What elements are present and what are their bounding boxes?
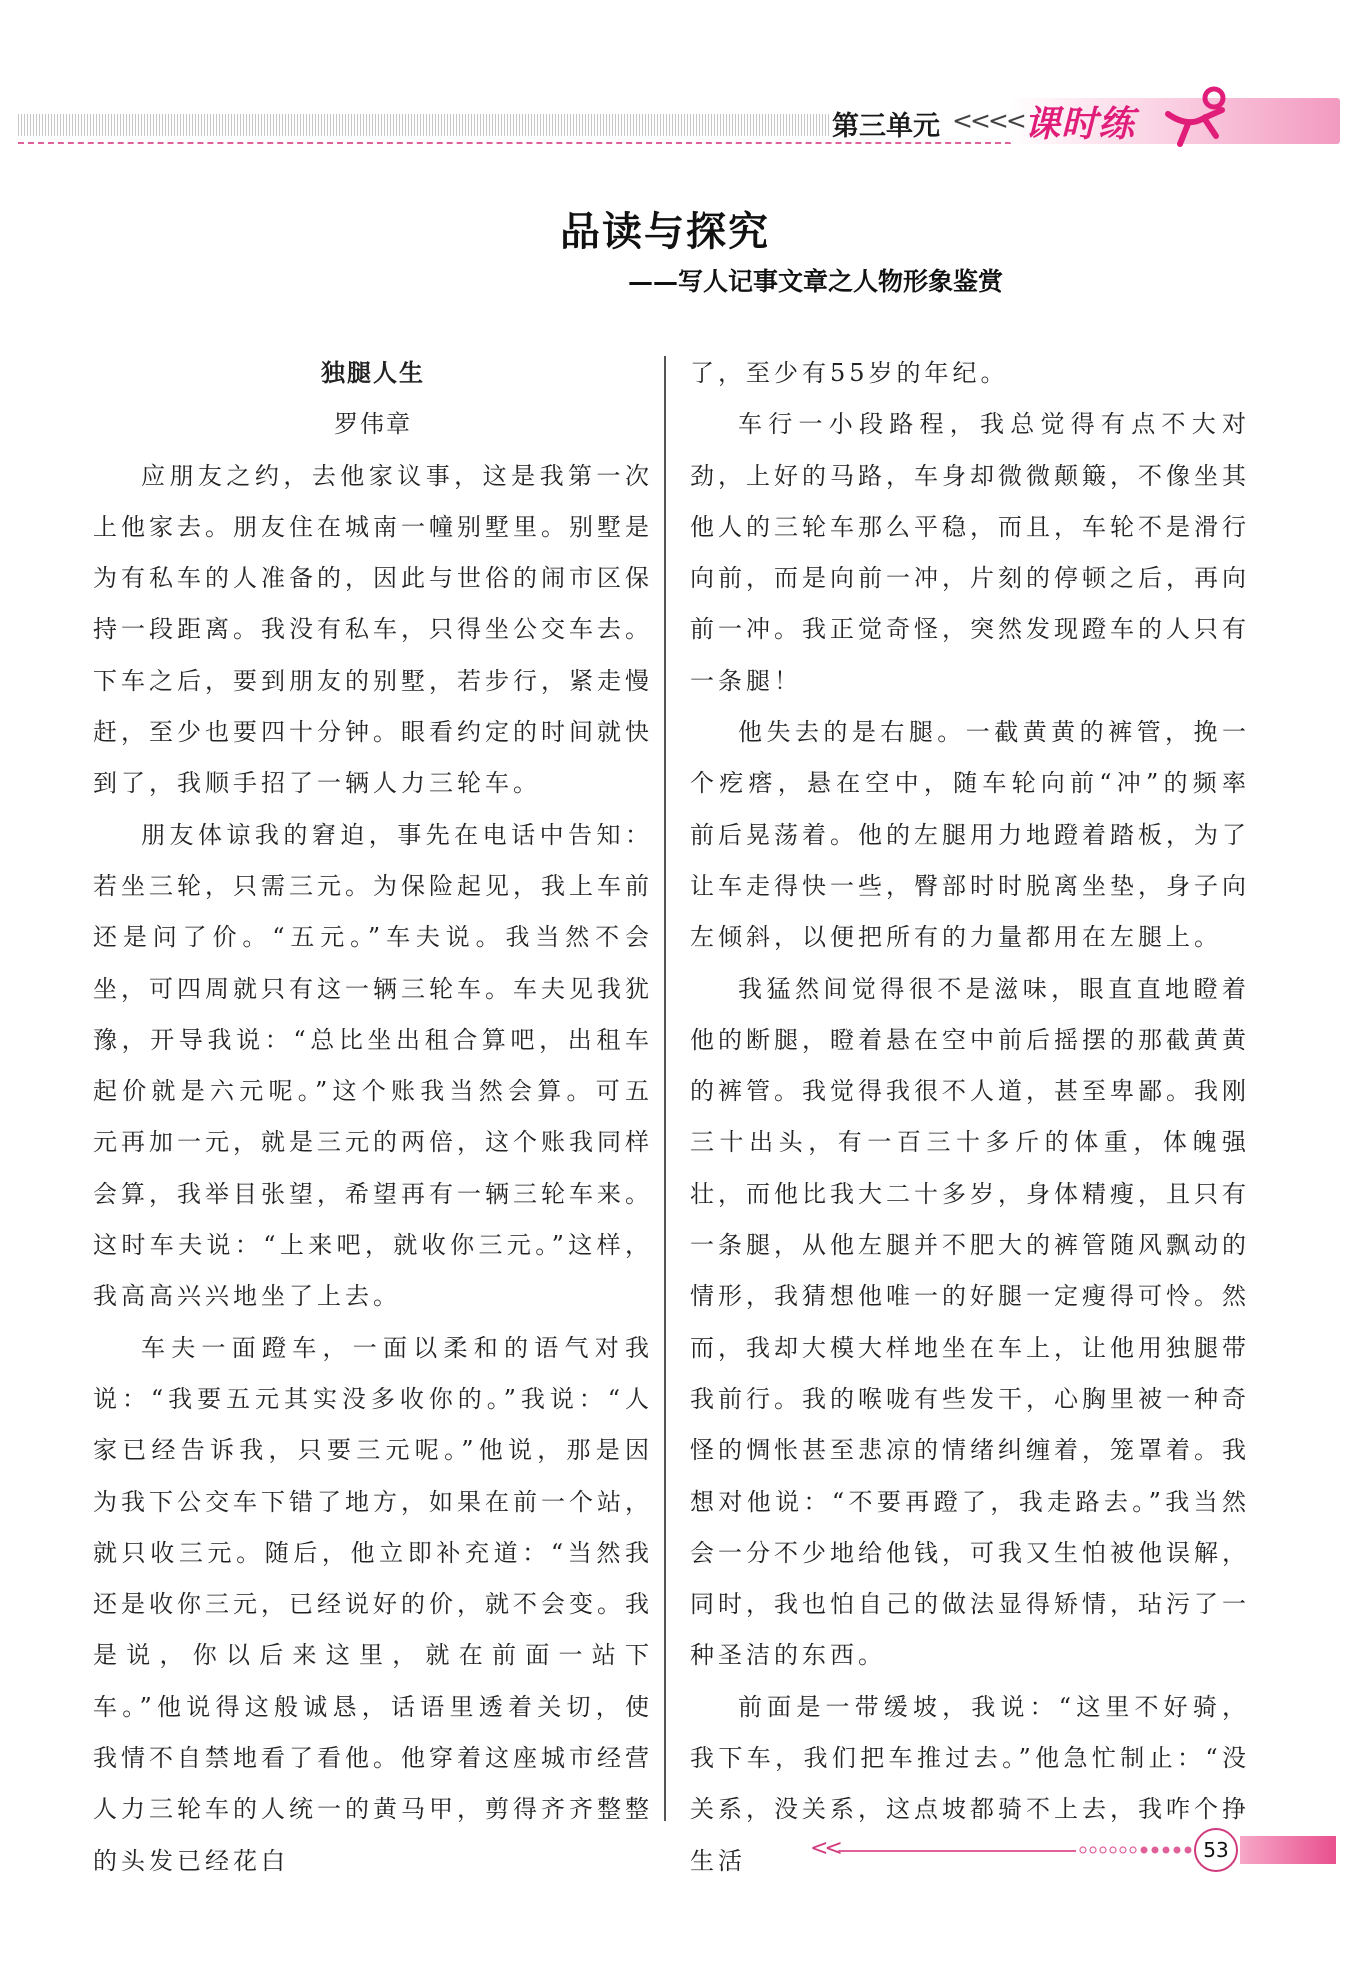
paragraph: 应朋友之约，去他家议事，这是我第一次上他家去。朋友住在城南一幢别墅里。别墅是为有私车的人准备的，因此与世俗的闹市区保持一段距离。我没有私车，只得坐公交车去。下车之后，要到朋友的别墅，若步行，紧走慢赶，至少也要四十分钟。眼看约定的时间就快到了，我顺手招了一辆人力三轮车。 [93, 461, 653, 798]
header-chevrons-icon: <<<< [952, 106, 1024, 135]
page-subtitle: ——写人记事文章之人物形象鉴赏 [628, 267, 1004, 296]
page-header [0, 0, 1350, 160]
paragraph: 前面是一带缓坡，我说：“这里不好骑，我下车，我们把车推过去。”他急忙制止：“没关系，没关系，这点坡都骑不上去，我咋个挣生活 [690, 1692, 1250, 1875]
paragraph-continued: 了，至少有55岁的年纪。 [690, 359, 1009, 387]
brand-logo: 课时练 [1024, 104, 1136, 145]
paragraph: 车夫一面蹬车，一面以柔和的语气对我说：“我要五元其实没多收你的。”我说：“人家已经告诉我，只要三元呢。”他说，那是因为我下公交车下错了地方，如果在前一个站，就只收三元。随后，他立即补充道：“当然我还是收你三元，已经说好的价，就不会变。我是说，你以后来这里，就在前面一站下车。”他说得这般诚恳，话语里透着关切，使我情不自禁地看了看他。他穿着这座城市经营人力三轮车的人统一的黄马甲，剪得齐齐整整的头发已经花白 [93, 1333, 653, 1875]
footer-arrow-icon: << [810, 1836, 839, 1861]
page-footer [0, 1820, 1350, 1890]
paragraph: 我猛然间觉得很不是滋味，眼直直地瞪着他的断腿，瞪着悬在空中前后摇摆的那截黄黄的裤管。我觉得我很不人道，甚至卑鄙。我刚三十出头，有一百三十多斤的体重，体魄强壮，而他比我大二十多岁，身体精瘦，且只有一条腿，从他左腿并不肥大的裤管随风飘动的情形，我猜想他唯一的好腿一定瘦得可怜。然而，我却大模大样地坐在车上，让他用独腿带我前行。我的喉咙有些发干，心胸里被一种奇怪的惆怅甚至悲凉的情绪纠缠着，笼罩着。我想对他说：“不要再蹬了，我走路去。”我当然会一分不少地给他钱，可我又生怕被他误解，同时，我也怕自己的做法显得矫情，玷污了一种圣洁的东西。 [690, 974, 1250, 1670]
footer-arrow-line [838, 1850, 1076, 1852]
header-hatch-band [18, 114, 830, 136]
paragraph: 朋友体谅我的窘迫，事先在电话中告知：若坐三轮，只需三元。为保险起见，我上车前还是问了价。“五元。”车夫说。我当然不会坐，可四周就只有这一辆三轮车。车夫见我犹豫，开导我说：“总比坐出租合算吧，出租车起价就是六元呢。”这个账我当然会算。可五元再加一元，就是三元的两倍，这个账我同样会算，我举目张望，希望再有一辆三轮车来。这时车夫说：“上来吧，就收你三元。”这样，我高高兴兴地坐了上去。 [93, 820, 653, 1311]
running-figure-icon [1158, 84, 1238, 150]
paragraph: 他失去的是右腿。一截黄黄的裤管，挽一个疙瘩，悬在空中，随车轮向前“冲”的频率前后晃荡着。他的左腿用力地蹬着踏板，为了让车走得快一些，臀部时时脱离坐垫，身子向左倾斜，以便把所有的力量都用在左腿上。 [690, 718, 1250, 952]
footer-dots-icon [1078, 1843, 1198, 1857]
column-divider [664, 356, 666, 1821]
page-number: 53 [1194, 1828, 1238, 1872]
footer-pink-bar [1240, 1836, 1336, 1864]
story-title: 独腿人生 [321, 359, 425, 387]
left-column [93, 348, 653, 1887]
right-column [690, 348, 1250, 1887]
paragraph: 车行一小段路程，我总觉得有点不大对劲，上好的马路，车身却微微颠簸，不像坐其他人的三轮车那么平稳，而且，车轮不是滑行向前，而是向前一冲，片刻的停顿之后，再向前一冲。我正觉奇怪，突然发现蹬车的人只有一条腿！ [690, 410, 1250, 695]
unit-label: 第三单元 [832, 111, 940, 142]
story-author: 罗伟章 [334, 410, 412, 439]
page-title: 品读与探究 [560, 208, 770, 255]
